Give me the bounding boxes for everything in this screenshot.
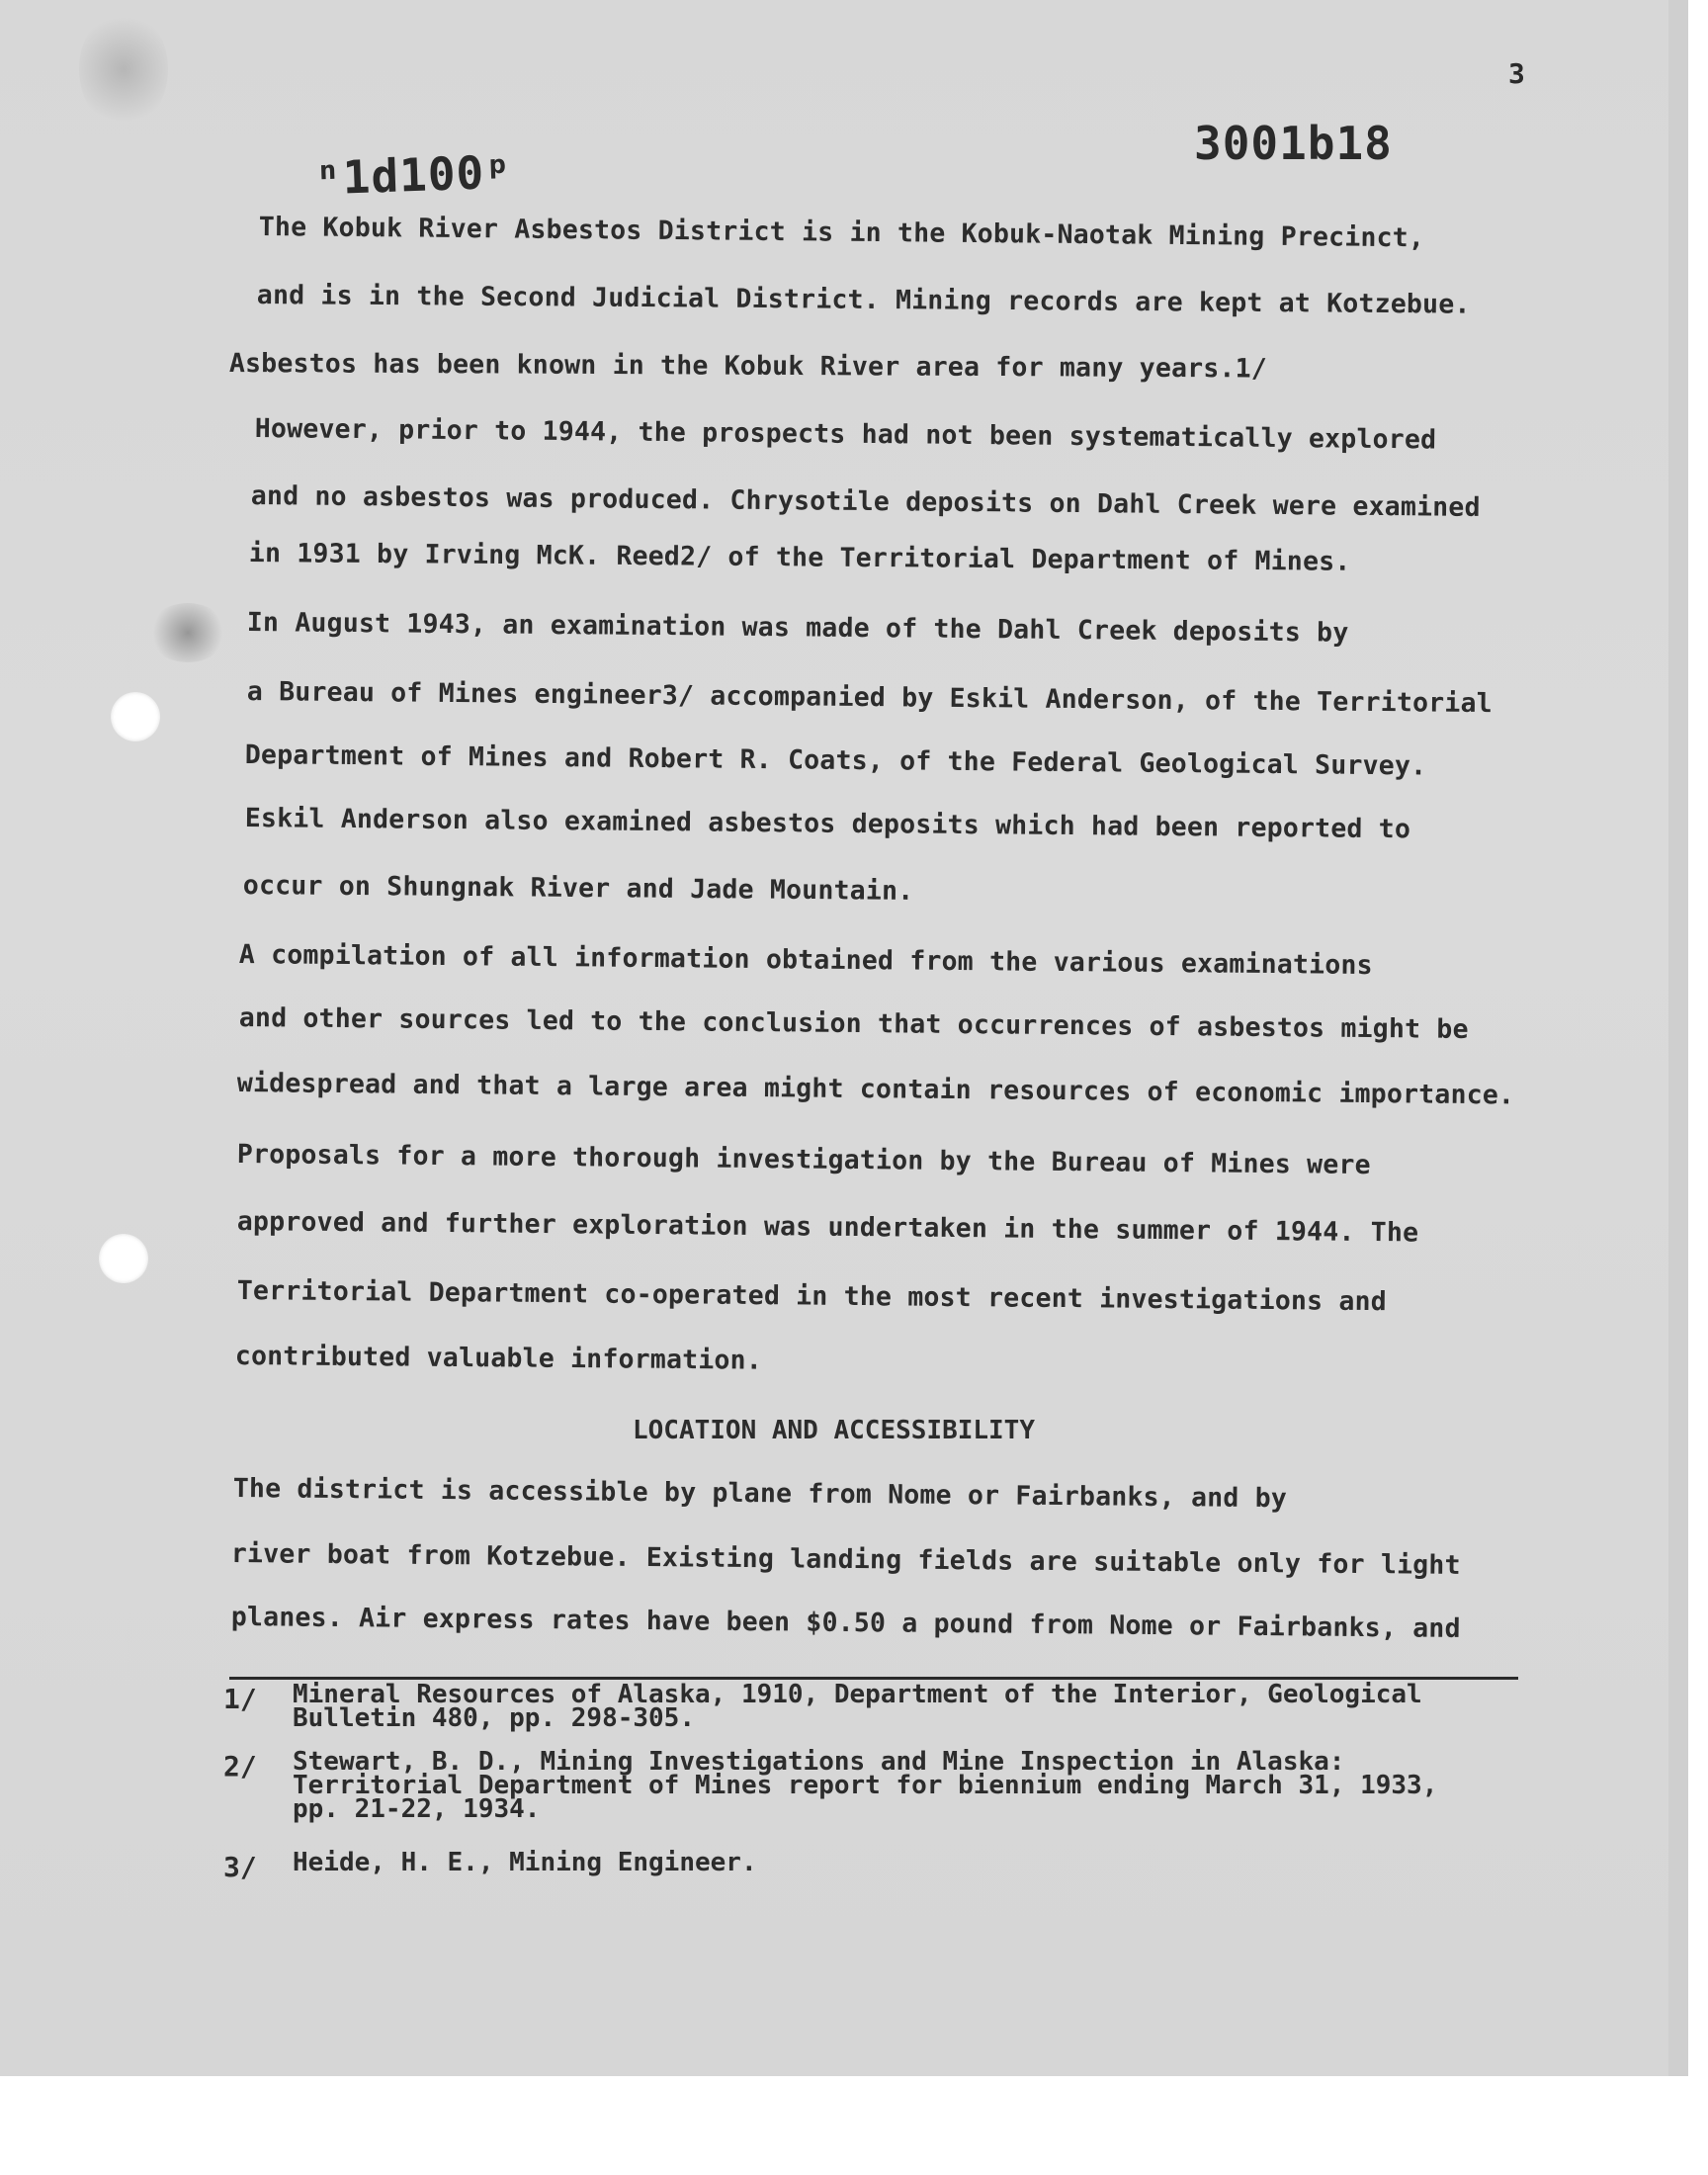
- punch-hole-top: [111, 692, 160, 741]
- ink-smudge-top-left: [79, 10, 168, 129]
- punch-hole-bottom: [99, 1234, 148, 1283]
- page-number: 3: [1508, 57, 1525, 90]
- footnote-line: Mineral Resources of Alaska, 1910, Department of the Interior, Geological: [293, 1680, 1422, 1709]
- section-heading: LOCATION AND ACCESSIBILITY: [633, 1416, 1035, 1445]
- text-line: in 1931 by Irving McK. Reed2/ of the Territorial Department of Mines.: [248, 538, 1351, 577]
- stamp-left: ⁿ1d100ᵖ: [313, 144, 514, 206]
- footnote-mark: 3/: [223, 1851, 257, 1883]
- text-line-body: Asbestos has been known in the Kobuk River area for many years.1/: [228, 348, 1268, 385]
- text-line: In August 1943, an examination was made of the Dahl Creek deposits by: [246, 607, 1349, 649]
- text-line: river boat from Kotzebue. Existing landing fields are suitable only for light: [230, 1538, 1461, 1581]
- text-line: Eskil Anderson also examined asbestos deposits which had been reported to: [244, 803, 1411, 845]
- footnote-line: pp. 21-22, 1934.: [293, 1794, 541, 1824]
- text-line: Proposals for a more thorough investigation by the Bureau of Mines were: [236, 1139, 1371, 1181]
- text-line: A compilation of all information obtained from the various examinations: [238, 939, 1373, 982]
- footnote-mark: 2/: [223, 1750, 257, 1783]
- text-line: and other sources led to the conclusion that occurrences of asbestos might be: [238, 1002, 1469, 1045]
- text-line: Territorial Department co-operated in the most recent investigations and: [236, 1275, 1388, 1318]
- text-line: contributed valuable information.: [234, 1341, 763, 1376]
- text-line: and is in the Second Judicial District. Mining records are kept at Kotzebue.: [256, 280, 1471, 320]
- text-line: However, prior to 1944, the prospects had not been systematically explored: [254, 413, 1437, 456]
- text-line: planes. Air express rates have been $0.50 a pound from Nome or Fairbanks, and: [230, 1602, 1461, 1644]
- document-number-stamp: 3001b18: [1194, 117, 1393, 170]
- footnote-line: Heide, H. E., Mining Engineer.: [293, 1848, 757, 1877]
- footnote-3: [0, 1848, 1581, 1890]
- footnote-line: Bulletin 480, pp. 298-305.: [293, 1703, 695, 1733]
- footnote-2: [0, 1747, 1581, 1849]
- text-line: The district is accessible by plane from Nome or Fairbanks, and by: [232, 1473, 1288, 1515]
- ink-smudge-margin: [148, 603, 227, 662]
- footnote-mark: 1/: [223, 1683, 257, 1715]
- footnote-1: [0, 1680, 1581, 1752]
- text-line: widespread and that a large area might contain resources of economic importance.: [236, 1068, 1515, 1111]
- text-line: approved and further exploration was undertaken in the summer of 1944. The: [236, 1206, 1419, 1249]
- footnote-line: Stewart, B. D., Mining Investigations and Mine Inspection in Alaska:: [293, 1747, 1345, 1777]
- text-line-footnote-ref: [229, 348, 1267, 384]
- text-line: a Bureau of Mines engineer3/ accompanied by Eskil Anderson, of the Territorial: [246, 676, 1493, 720]
- footnote-line: Territorial Department of Mines report for biennium ending March 31, 1933,: [293, 1771, 1438, 1800]
- text-line: occur on Shungnak River and Jade Mountain.: [242, 870, 914, 907]
- text-line: and no asbestos was produced. Chrysotile deposits on Dahl Creek were examined: [250, 480, 1481, 523]
- text-line: Department of Mines and Robert R. Coats, of the Federal Geological Survey.: [244, 740, 1427, 782]
- text-line: The Kobuk River Asbestos District is in the Kobuk-Naotak Mining Precinct,: [258, 212, 1425, 254]
